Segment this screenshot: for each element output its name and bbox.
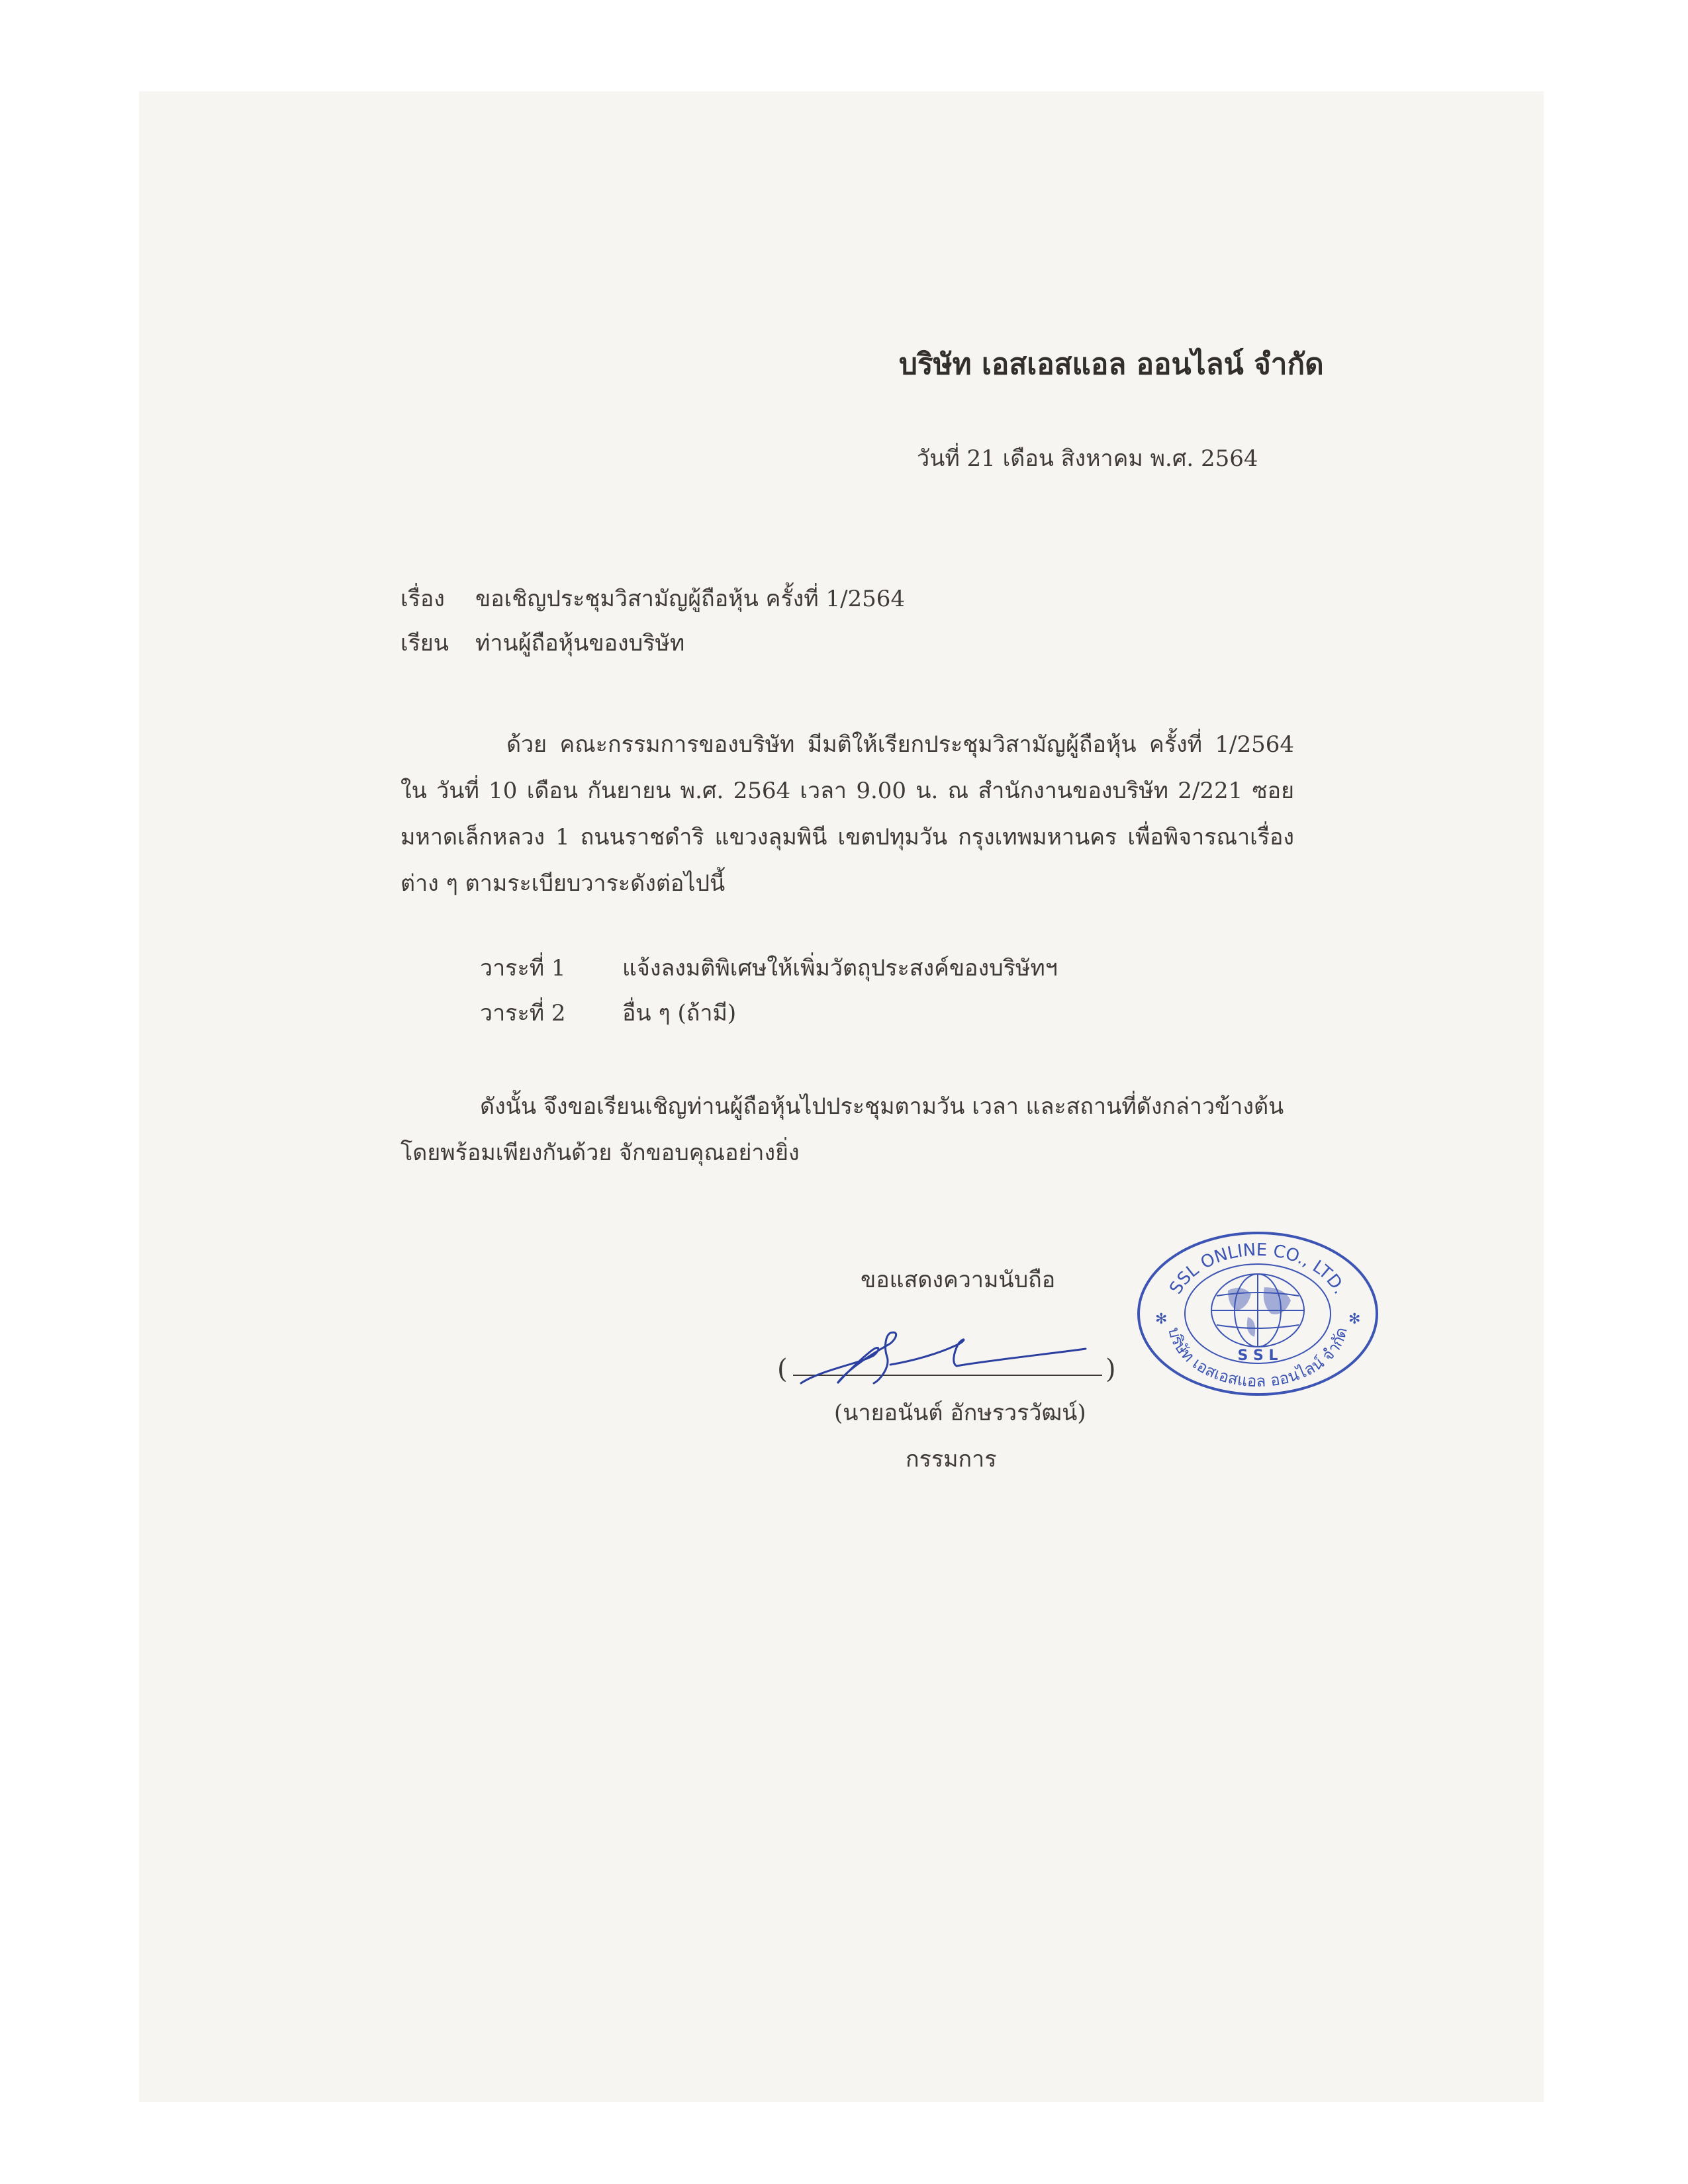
seal-top-text: SSL ONLINE CO., LTD. [1166,1240,1350,1298]
sign-off: ขอแสดงความนับถือ [861,1267,1056,1293]
letter-date: วันที่ 21 เดือน สิงหาคม พ.ศ. 2564 [917,445,1258,472]
agenda-item [480,950,1058,985]
signature [774,1317,1125,1396]
company-name: บริษัท เอสเอสแอล ออนไลน์ จำกัด [899,347,1324,381]
agenda-label: วาระที่ 1 [480,955,566,981]
signature-paren-close: ) [1105,1354,1116,1385]
recipient-text: ท่านผู้ถือหุ้นของบริษัท [475,630,685,657]
body-paragraph: ด้วย คณะกรรมการของบริษัท มีมติให้เรียกประชุมวิสามัญผู้ถือหุ้น ครั้งที่ 1/2564 ใน วันที่ 10 เดือน กันยายน พ.ศ. 2564 เวลา 9.00 น. ณ สำนักงานของบริษัท 2/221 ซอยมหาดเล็กหลวง 1 ถนนราชดำริ แขวงลุมพินี เขตปทุมวัน กรุงเทพมหานคร เพื่อพิจารณาเรื่องต่าง ๆ ตามระเบียบวาระดังต่อไปนี้ [400,731,1294,897]
signature-paren-open: ( [777,1354,788,1385]
agenda-item [480,995,736,1030]
seal-bottom-text: บริษัท เอสเอสแอล ออนไลน์ จำกัด [1164,1325,1351,1391]
globe-icon [1211,1274,1304,1347]
agenda-text: อื่น ๆ (ถ้ามี) [622,1000,737,1026]
recipient-label: เรียน [400,630,449,657]
closing-paragraph: ดังนั้น จึงขอเรียนเชิญท่านผู้ถือหุ้นไปประชุมตามวัน เวลา และสถานที่ดังกล่าวข้างต้นโดยพร้อมเพียงกันด้วย จักขอบคุณอย่างยิ่ง [400,1093,1284,1166]
agenda-text: แจ้งลงมติพิเศษให้เพิ่มวัตถุประสงค์ของบริษัทฯ [622,955,1058,981]
subject-label: เรื่อง [400,586,445,612]
signer-name: (นายอนันต์ อักษรวรวัฒน์) [834,1400,1086,1426]
company-seal-stamp [1129,1224,1387,1403]
agenda-label: วาระที่ 2 [480,1000,566,1026]
seal-star-left-icon: ✻ [1155,1311,1168,1328]
signer-title: กรรมการ [906,1446,997,1473]
seal-center-text: S S L [1237,1347,1278,1364]
subject-text: ขอเชิญประชุมวิสามัญผู้ถือหุ้น ครั้งที่ 1/2564 [475,586,906,612]
seal-star-right-icon: ✻ [1348,1311,1361,1328]
